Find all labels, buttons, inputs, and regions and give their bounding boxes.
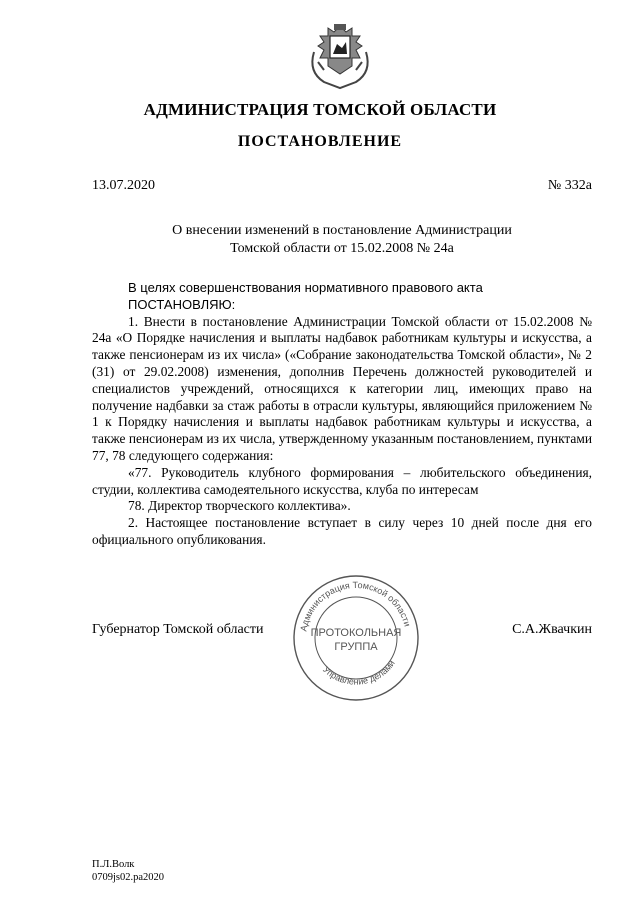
stamp-seal-icon [290, 572, 422, 704]
item-1-paragraph: 1. Внести в постановление Администрации Томской области от 15.02.2008 № 24а «О Порядке начисления и выплаты надбавок работникам культуры и искусства, а также пенсионерам из их числа» («Собрание законодательства Томской области», № 2 (31) от 29.02.2008) изменения, дополнив Перечень должностей руководителей и специалистов учреждений, относящихся к категории лиц, имеющих право на получение надбавки за стаж работы в отрасли культуры, являющийся приложением № 1 к Порядку начисления и выплаты надбавок работникам культуры и искусства, а также пенсионерам из их числа, утвержденному указанным постановлением, пунктами 77, 78 следующего содержания: [92, 313, 592, 463]
item-78-paragraph: 78. Директор творческого коллектива». [128, 498, 351, 514]
coat-of-arms-icon [300, 22, 380, 94]
signatory-name: С.А.Жвачкин [512, 622, 592, 637]
item-2-paragraph: 2. Настоящее постановление вступает в силу через 10 дней после дня его официального опубликования. [92, 515, 592, 547]
stamp-center-line-1: ПРОТОКОЛЬНАЯ [310, 627, 402, 639]
signatory-position: Губернатор Томской области [92, 622, 264, 637]
item-77-paragraph: «77. Руководитель клубного формирования – любительского объединения, студии, коллектива самодеятельного искусства, клуба по интересам [92, 464, 592, 497]
document-body [92, 280, 592, 549]
footer-author: П.Л.Волк [92, 859, 135, 870]
document-number: № 332а [547, 178, 592, 193]
stamp-center-line-2: ГРУППА [334, 641, 378, 653]
resolve-heading: ПОСТАНОВЛЯЮ: [128, 296, 236, 312]
document-type-title: ПОСТАНОВЛЕНИЕ [237, 133, 403, 150]
subject-line-1: О внесении изменений в постановление Администрации [172, 223, 512, 238]
stamp-ring-text: Администрация Томской области [298, 579, 413, 633]
subject-line-2: Томской области от 15.02.2008 № 24а [230, 241, 454, 256]
stamp-ring-bottom-text: Управление делами [321, 658, 397, 687]
purpose-paragraph: В целях совершенствования нормативного правового акта [128, 280, 483, 295]
document-date: 13.07.2020 [92, 178, 155, 193]
organization-title: АДМИНИСТРАЦИЯ ТОМСКОЙ ОБЛАСТИ [143, 100, 497, 119]
document-footer [92, 858, 164, 884]
footer-file-code: 0709js02.pa2020 [92, 872, 165, 883]
document-subject [92, 222, 592, 258]
